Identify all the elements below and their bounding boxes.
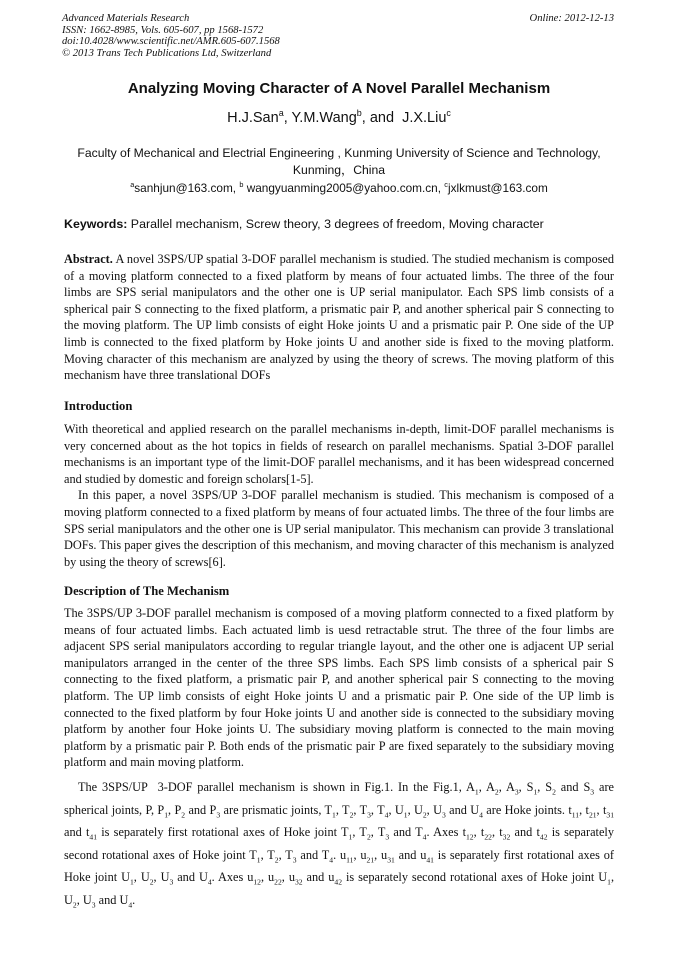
author-emails: $^a$sanhjun@163.com, $^b$ wangyuanming2005@yahoo.com.cn, $^c$jxlkmust@163.com	[130, 180, 548, 195]
intro-paragraph-1: With theoretical and applied research on the parallel mechanisms in-depth, limit-DOF parallel mechanisms is very concerned about as the hot topics in fields of research on parallel mechanisms. Spatial 3-DOF parallel mechanisms is an important type of the limit-DOF parallel mechanisms, and it has been widespread concerned and studied by domestic and foreign scholars[1-5].	[64, 422, 614, 486]
doi-line: doi:10.4028/www.scientific.net/AMR.605-607.1568	[62, 36, 280, 48]
description-paragraph-2	[64, 776, 614, 911]
journal-header	[62, 13, 280, 59]
abstract-text: A novel 3SPS/UP spatial 3-DOF parallel mechanism is studied. The studied mechanism is composed of a moving platform connected to a fixed platform by means of four actuated limbs. The three of the four limbs are SPS serial manipulators and the other one is UP serial manipulator. Each SPS limb consists of a spherical pair S connecting to the fixed platform, a prismatic pair P, and another spherical pair S connecting to the moving platform. The UP limb consists of eight Hoke joints U and a prismatic pair P. One side of the UP limb is connected to the fixed platform by Hoke joints U and another side is fixed to the moving platform. Moving character of this mechanism are analyzed by using the theory of screws. The moving platform of this mechanism have three translational DOFs	[64, 252, 614, 383]
abstract	[64, 251, 614, 384]
keywords	[64, 217, 614, 231]
copyright-line: © 2013 Trans Tech Publications Ltd, Switzerland	[62, 47, 272, 59]
issn-line: ISSN: 1662-8985, Vols. 605-607, pp 1568-1572	[62, 24, 264, 36]
abstract-label: Abstract.	[64, 252, 113, 266]
paper-title: Analyzing Moving Character of A Novel Parallel Mechanism	[127, 80, 551, 97]
section-heading-introduction: Introduction	[64, 399, 133, 413]
journal-name: Advanced Materials Research	[62, 13, 190, 24]
affiliation	[64, 145, 614, 179]
intro-paragraph-2: In this paper, a novel 3SPS/UP 3-DOF parallel mechanism is studied. This mechanism is composed of a moving platform connected to a fixed platform by means of four actuated limbs. The three of the four limbs are SPS serial manipulators and the other one is UP serial manipulator. This mechanism can provide 3 translational DOFs. This paper gives the description of this mechanism, and moving character of this mechanism is analyzed by using the theory of screws[6].	[64, 488, 614, 569]
keywords-text: Parallel mechanism, Screw theory, 3 degrees of freedom, Moving character	[127, 217, 544, 231]
keywords-label: Keywords:	[64, 217, 128, 231]
affiliation-line-2: Kunming，China	[292, 163, 386, 177]
description-paragraph-1: The 3SPS/UP 3-DOF parallel mechanism is composed of a moving platform connected to a fixed platform by means of four actuated limbs. Each actuated limb is uesd retractable strut. The three of the four limbs are adjacent SPS serial manipulators according to regular triangle layout, and the other one is adjacent UP serial manipulators arranged in the center of the three SPS limbs. Each SPS limb consists of a spherical pair S connecting to the fixed platform, a prismatic pair P, and another spherical pair S connecting to the moving platform. The UP limb consists of eight Hoke joints U and a prismatic pair P. One side of the UP limb is connected to the fixed platform by four Hoke joints U and another side is connected to the subsidiary moving platform by another four Hoke joints U. The subsidiary moving platform is connected to the main moving platform by a prismatic pair P. Both ends of the prismatic pair P are fixed separately to the subsidiary moving platform and main moving platform.	[64, 606, 614, 770]
fig-description-text: The 3SPS/UP 3-DOF parallel mechanism is shown in Fig.1. In the Fig.1, $A_1$, $A_2$, $A_3$, $S_1$, $S_2$ and $S_3$ are spherical joints, P, $P_1$, $P_2$ and $P_3$ are prismatic joints, $T_1$, $T_2$, $T_3$, $T_4$, $U_1$, $U_2$, $U_3$ and $U_4$ are Hoke joints. $t_{11}$, $t_{21}$, $t_{31}$ and $t_{41}$ is separately first rotational axes of Hoke joint $T_1$, $T_2$, $T_3$ and $T_4$. Axes $t_{12}$, $t_{22}$, $t_{32}$ and $t_{42}$ is separately second rotational axes of Hoke joint $T_1$, $T_2$, $T_3$ and $T_4$. $u_{11}$, $u_{21}$, $u_{31}$ and $u_{41}$ is separately first rotational axes of Hoke joint $U_1$, $U_2$, $U_3$ and $U_4$. Axes $u_{12}$, $u_{22}$, $u_{32}$ and $u_{42}$ is separately second rotational axes of Hoke joint $U_1$, $U_2$, $U_3$ and $U_4$.	[64, 780, 615, 909]
authors: H.J.San$^a$, Y.M.Wang$^b$, and J.X.Liu$^c$	[227, 108, 451, 126]
description-body	[64, 605, 614, 771]
online-date: Online: 2012-12-13	[529, 13, 614, 24]
section-heading-description: Description of The Mechanism	[64, 584, 230, 598]
introduction-body	[64, 421, 614, 570]
affiliation-line-1: Faculty of Mechanical and Electrial Engineering , Kunming University of Science and Technology,	[77, 146, 601, 160]
